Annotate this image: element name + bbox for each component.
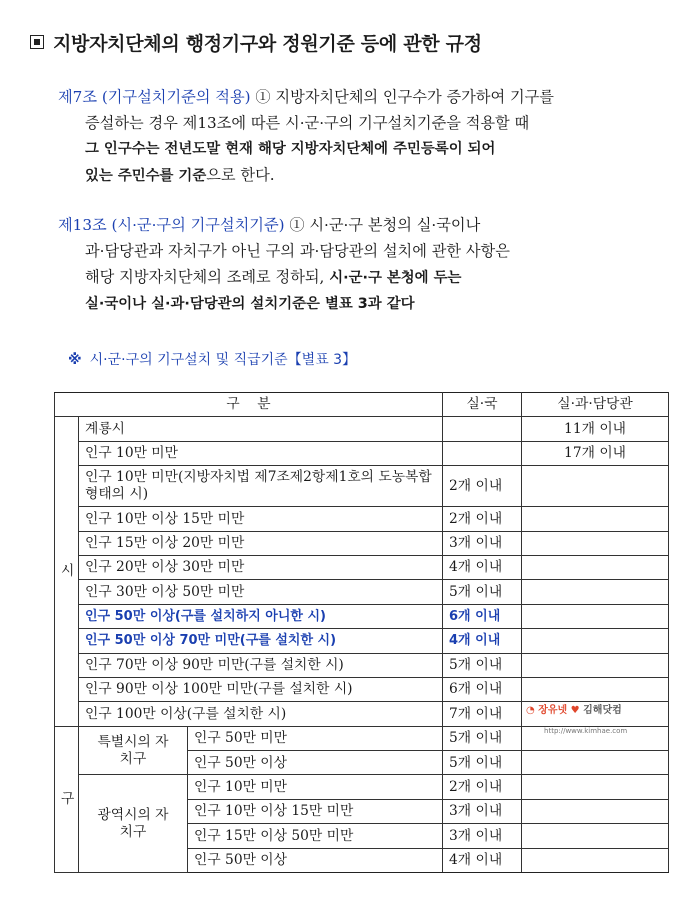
watermark-url: http://www.kimhae.com [544,727,628,736]
article-13-heading: 제13조 (시·군·구의 기구설치기준) [58,216,285,234]
bureau-count: 3개 이내 [443,531,522,555]
bureau-count: 5개 이내 [443,751,522,775]
article-7-line-2: 증설하는 경우 제13조에 따른 시·군·구의 기구설치기준을 적용할 때 [85,114,530,132]
bureau-count: 3개 이내 [443,799,522,823]
row-label: 인구 15만 이상 50만 미만 [188,824,443,848]
table-row [55,604,669,628]
article-7-line-3: 그 인구수는 전년도말 현재 해당 지방자치단체에 주민등록이 되어 [85,141,496,157]
bureau-count: 4개 이내 [443,848,522,872]
division-count [522,507,669,531]
table-row [55,629,669,653]
article-13-line-2: 과·담당관과 자치구가 아닌 구의 과·담당관의 설치에 관한 사항은 [85,242,510,260]
bureau-count: 3개 이내 [443,824,522,848]
table-caption-text: 시·군·구의 기구설치 및 직급기준【별표 3】 [89,352,357,368]
row-label: 인구 50만 미만 [188,726,443,750]
bureau-count [443,417,522,441]
article-13-line-4: 실·국이나 실·과·담당관의 설치기준은 별표 3과 같다 [85,296,415,312]
row-label: 인구 70만 이상 90만 미만(구를 설치한 시) [79,653,443,677]
criteria-table [54,392,669,873]
page-title [30,29,482,56]
title-text: 지방자치단체의 행정기구와 정원기준 등에 관한 규정 [53,33,482,55]
article-13-text: ① 시·군·구 본청의 실·국이나 [289,216,481,234]
row-label: 인구 10만 이상 15만 미만 [79,507,443,531]
bureau-count: 2개 이내 [443,775,522,799]
header-division: 실·과·담당관 [522,393,669,417]
reference-mark-icon: ※ [68,352,82,368]
bureau-count [443,441,522,465]
division-count: 17개 이내 [522,441,669,465]
row-label: 인구 50만 이상 70만 미만(구를 설치한 시) [79,629,443,653]
division-count [522,555,669,579]
division-count [522,824,669,848]
table-header-row [55,393,669,417]
row-label: 인구 10만 이상 15만 미만 [188,799,443,823]
bureau-count: 2개 이내 [443,466,522,507]
division-count [522,775,669,799]
article-13 [58,212,686,317]
table-row [55,653,669,677]
bureau-count: 4개 이내 [443,555,522,579]
division-count [522,848,669,872]
header-bureau: 실·국 [443,393,522,417]
division-count: 11개 이내 [522,417,669,441]
bureau-count: 5개 이내 [443,653,522,677]
row-label: 인구 10만 미만(지방자치법 제7조제2항제1호의 도농복합형태의 시) [79,466,443,507]
division-count [522,531,669,555]
bureau-count: 5개 이내 [443,726,522,750]
group-label-gu: 구 [55,726,79,872]
watermark-brand-left: ◔ 장유넷 [526,705,568,717]
table-row [55,441,669,465]
row-label: 계룡시 [79,417,443,441]
table-row [55,417,669,441]
bureau-count: 2개 이내 [443,507,522,531]
division-count [522,751,669,775]
square-bullet-icon [30,35,44,49]
table-row [55,775,669,799]
article-7-tail-text: 으로 한다. [206,166,275,184]
row-label: 인구 10만 미만 [79,441,443,465]
article-13-line-3 [58,264,686,291]
table-row [55,466,669,507]
row-label: 인구 50만 이상 [188,751,443,775]
bureau-count: 7개 이내 [443,702,522,726]
article-7-heading: 제7조 (기구설치기준의 적용) [58,88,251,106]
row-label: 인구 50만 이상(구를 설치하지 아니한 시) [79,604,443,628]
bureau-count: 4개 이내 [443,629,522,653]
bureau-count: 5개 이내 [443,580,522,604]
division-count [522,653,669,677]
article-7-bold-text: 있는 주민수를 기준 [85,168,207,184]
division-count [522,580,669,604]
subgroup-label: 특별시의 자치구 [79,726,188,775]
header-category: 구 분 [55,393,443,417]
article-7 [58,84,686,189]
watermark-brand-right: 김해닷컴 [583,705,622,717]
row-label: 인구 30만 이상 50만 미만 [79,580,443,604]
watermark-logo [526,705,622,717]
article-13-line-1 [58,212,686,238]
bureau-count: 6개 이내 [443,677,522,701]
table-caption [68,349,356,369]
article-13-bold-text: 시·군·구 본청에 두는 [329,270,462,286]
division-count [522,466,669,507]
row-label: 인구 10만 미만 [188,775,443,799]
table-row [55,531,669,555]
division-count [522,629,669,653]
table-row [55,702,669,726]
row-label: 인구 20만 이상 30만 미만 [79,555,443,579]
table-row [55,580,669,604]
heart-icon: ♥ [567,705,584,717]
row-label: 인구 50만 이상 [188,848,443,872]
table-row [55,555,669,579]
bureau-count: 6개 이내 [443,604,522,628]
row-label: 인구 15만 이상 20만 미만 [79,531,443,555]
division-count [522,677,669,701]
row-label: 인구 90만 이상 100만 미만(구를 설치한 시) [79,677,443,701]
table-row [55,507,669,531]
subgroup-label: 광역시의 자치구 [79,775,188,873]
article-7-text: ① 지방자치단체의 인구수가 증가하여 기구를 [255,88,554,106]
article-7-line-4 [58,162,686,189]
row-label: 인구 100만 이상(구를 설치한 시) [79,702,443,726]
division-count [522,604,669,628]
division-count [522,702,669,736]
table-row [55,677,669,701]
article-7-line-1 [58,84,686,110]
division-count [522,799,669,823]
group-label-si: 시 [55,417,79,726]
article-13-plain-text: 해당 지방자치단체의 조례로 정하되, [85,268,325,286]
